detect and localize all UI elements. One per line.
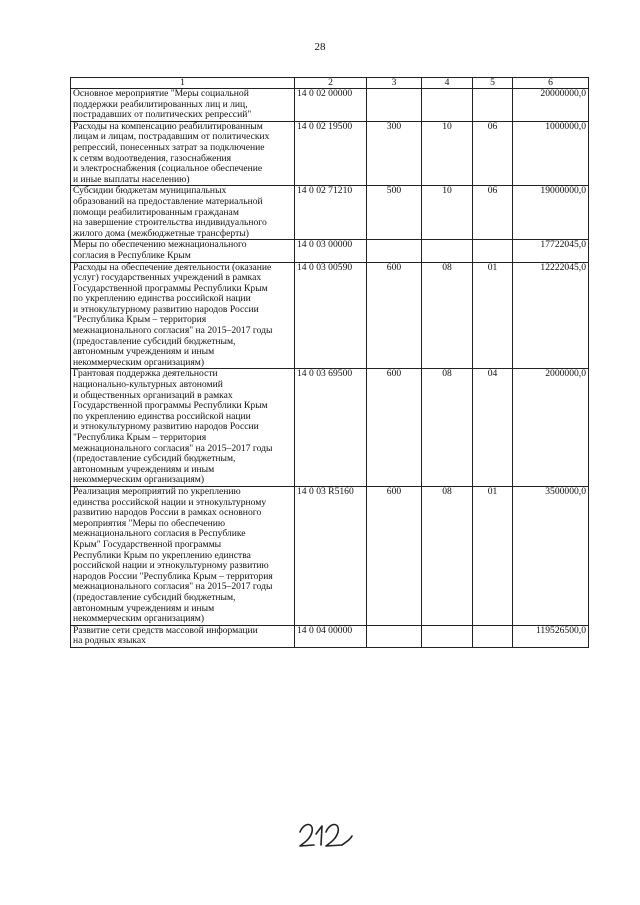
row-col5 bbox=[473, 89, 513, 122]
row-col4: 10 bbox=[422, 186, 473, 240]
row-name: Грантовая поддержка деятельности национально-культурных автономий и общественных организаций в рамках Государственной программы Республики Крым по укреплению единства российской нации и этнокультурному развитию народов России "Республика Крым – территория межнационального согласия" на 2015–2017 годы (предоставление субсидий бюджетным, автономным учреждениям и иным некоммерческим организациям) bbox=[71, 369, 295, 487]
table-row bbox=[71, 369, 589, 487]
column-header-4: 4 bbox=[422, 78, 473, 89]
row-amount: 19000000,0 bbox=[513, 186, 589, 240]
column-header-6: 6 bbox=[513, 78, 589, 89]
row-code: 14 0 03 R5160 bbox=[295, 486, 367, 625]
table-row bbox=[71, 625, 589, 647]
row-code: 14 0 03 69500 bbox=[295, 369, 367, 487]
row-code: 14 0 02 71210 bbox=[295, 186, 367, 240]
row-col5: 01 bbox=[473, 262, 513, 369]
row-col4: 08 bbox=[422, 369, 473, 487]
row-col4: 08 bbox=[422, 262, 473, 369]
table-row bbox=[71, 486, 589, 625]
handwritten-signature bbox=[296, 812, 356, 852]
row-amount: 17722045,0 bbox=[513, 240, 589, 262]
column-header-2: 2 bbox=[295, 78, 367, 89]
row-col4 bbox=[422, 625, 473, 647]
column-header-1: 1 bbox=[71, 78, 295, 89]
row-col5 bbox=[473, 625, 513, 647]
row-amount: 3500000,0 bbox=[513, 486, 589, 625]
row-code: 14 0 02 00000 bbox=[295, 89, 367, 122]
table-header-row bbox=[71, 78, 589, 89]
row-name: Меры по обеспечению межнационального согласия в Республике Крым bbox=[71, 240, 295, 262]
row-col3: 300 bbox=[367, 121, 422, 186]
table-row bbox=[71, 240, 589, 262]
row-name: Основное мероприятие "Меры социальной поддержки реабилитированных лиц и лиц, пострадавших от политических репрессий" bbox=[71, 89, 295, 122]
row-col3: 600 bbox=[367, 369, 422, 487]
page-number: 28 bbox=[314, 41, 326, 53]
row-amount: 1000000,0 bbox=[513, 121, 589, 186]
row-amount: 12222045,0 bbox=[513, 262, 589, 369]
row-code: 14 0 03 00590 bbox=[295, 262, 367, 369]
row-col5: 06 bbox=[473, 121, 513, 186]
column-header-3: 3 bbox=[367, 78, 422, 89]
row-code: 14 0 04 00000 bbox=[295, 625, 367, 647]
row-name: Развитие сети средств массовой информации на родных языках bbox=[71, 625, 295, 647]
row-name: Реализация мероприятий по укреплению единства российской нации и этнокультурному развитию народов России в рамках основного мероприятия "Меры по обеспечению межнационального согласия в Республике Крым" Государственной программы Республики Крым по укреплению единства российской нации и этнокультурному развитию народов России "Республика Крым – территория межнационального согласия" на 2015–2017 годы (предоставление субсидий бюджетным, автономным учреждениям и иным некоммерческим организациям) bbox=[71, 486, 295, 625]
row-col5: 01 bbox=[473, 486, 513, 625]
row-col4 bbox=[422, 240, 473, 262]
column-header-5: 5 bbox=[473, 78, 513, 89]
row-name: Субсидии бюджетам муниципальных образований на предоставление материальной помощи реабилитированным гражданам на завершение строительства индивидуального жилого дома (межбюджетные трансферты) bbox=[71, 186, 295, 240]
row-col5 bbox=[473, 240, 513, 262]
table-row bbox=[71, 89, 589, 122]
row-col5: 06 bbox=[473, 186, 513, 240]
row-col3: 500 bbox=[367, 186, 422, 240]
row-name: Расходы на компенсацию реабилитированным лицам и лицам, пострадавшим от политических репрессий, понесенных затрат за подключение к сетям водоотведения, газоснабжения и электроснабжения (социальное обеспечение и иные выплаты населению) bbox=[71, 121, 295, 186]
row-amount: 119526500,0 bbox=[513, 625, 589, 647]
row-code: 14 0 02 19500 bbox=[295, 121, 367, 186]
row-col5: 04 bbox=[473, 369, 513, 487]
row-col3 bbox=[367, 240, 422, 262]
row-col3 bbox=[367, 625, 422, 647]
budget-table bbox=[70, 77, 589, 648]
row-col4 bbox=[422, 89, 473, 122]
row-code: 14 0 03 00000 bbox=[295, 240, 367, 262]
row-col4: 08 bbox=[422, 486, 473, 625]
row-col4: 10 bbox=[422, 121, 473, 186]
table-row bbox=[71, 262, 589, 369]
row-col3: 600 bbox=[367, 262, 422, 369]
row-amount: 2000000,0 bbox=[513, 369, 589, 487]
row-amount: 20000000,0 bbox=[513, 89, 589, 122]
row-col3 bbox=[367, 89, 422, 122]
row-name: Расходы на обеспечение деятельности (оказание услуг) государственных учреждений в рамках Государственной программы Республики Крым по укреплению единства российской нации и этнокультурному развитию народов России "Республика Крым – территория межнационального согласия" на 2015–2017 годы (предоставление субсидий бюджетным, автономным учреждениям и иным некоммерческим организациям) bbox=[71, 262, 295, 369]
row-col3: 600 bbox=[367, 486, 422, 625]
table-row bbox=[71, 121, 589, 186]
table-row bbox=[71, 186, 589, 240]
